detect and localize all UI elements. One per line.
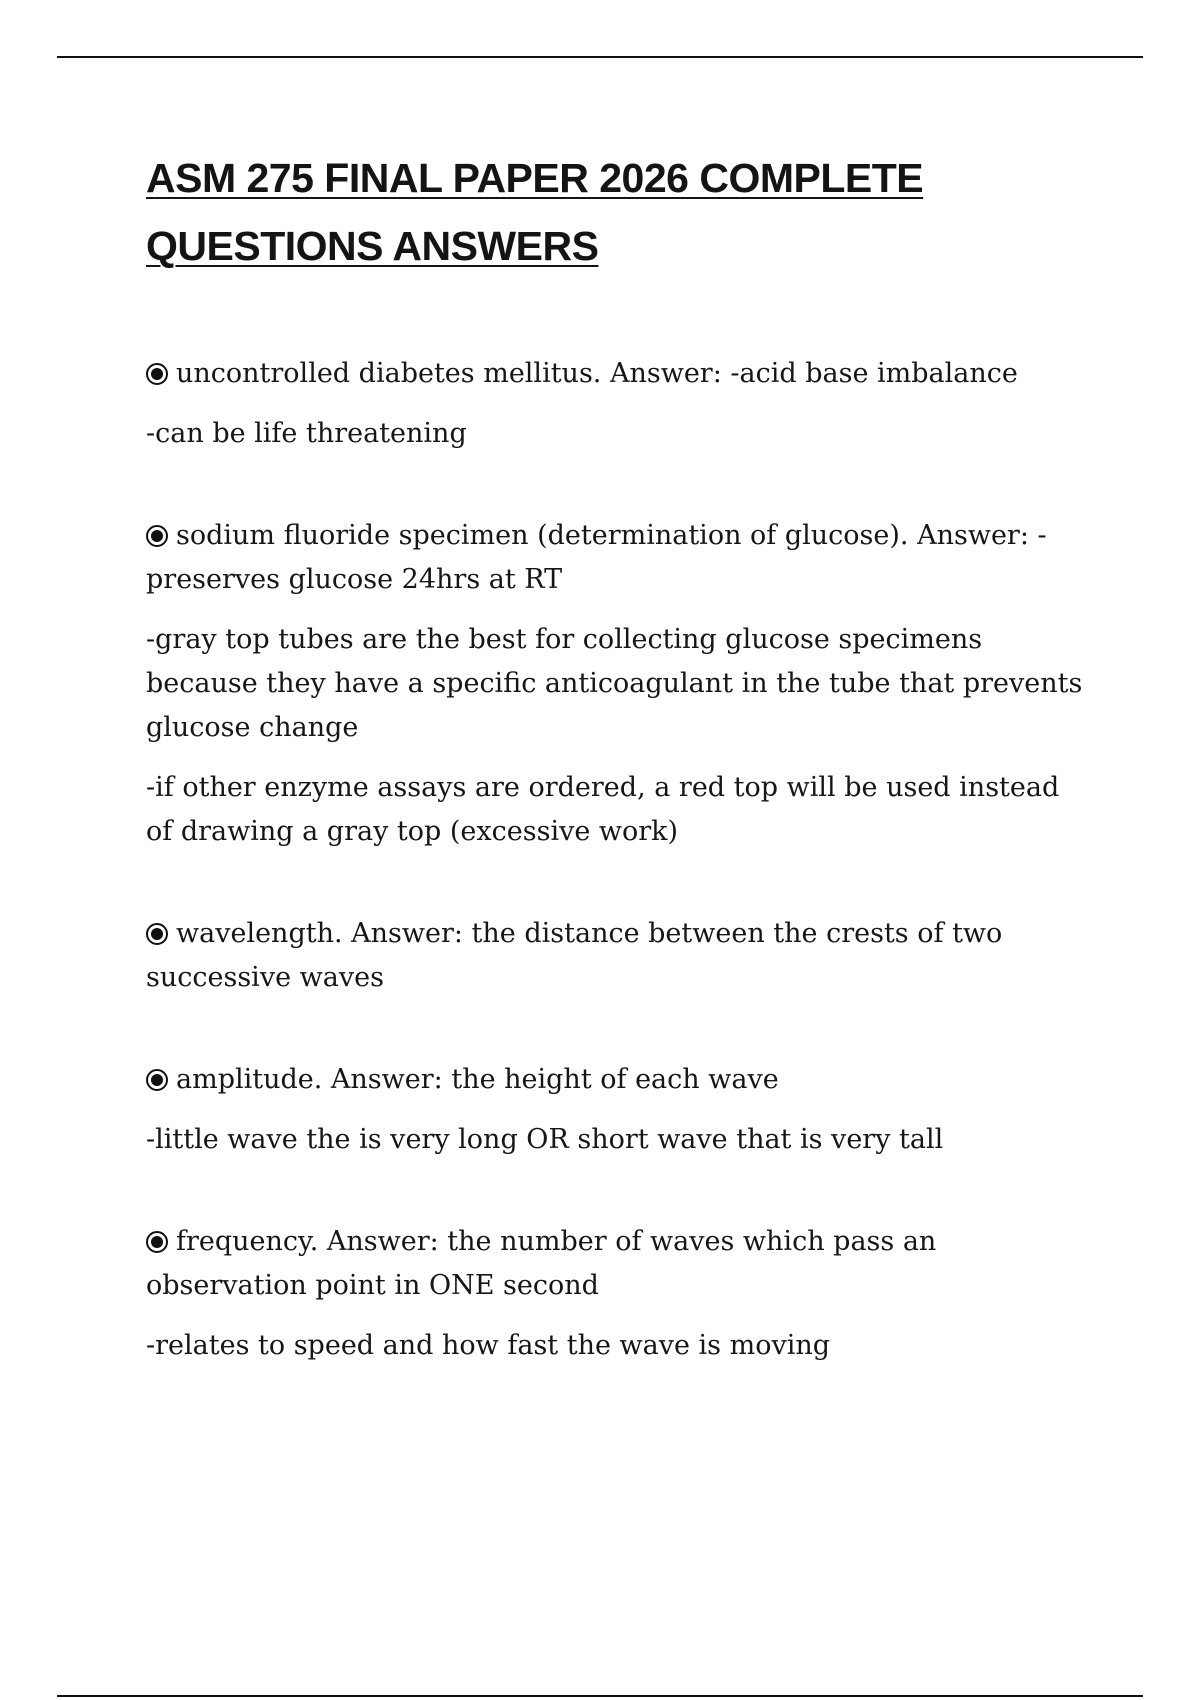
- qa-item: [146, 912, 1086, 1000]
- radio-bullet-icon: [146, 1231, 168, 1253]
- top-rule: [57, 56, 1143, 58]
- question-line: [146, 912, 1086, 1000]
- note-line: -little wave the is very long OR short wave that is very tall: [146, 1124, 944, 1155]
- question-text: frequency. Answer: the number of waves which pass an observation point in ONE second: [146, 1226, 937, 1301]
- question-text: sodium fluoride specimen (determination of glucose). Answer: -preserves glucose 24hrs at RT: [146, 520, 1047, 595]
- question-line: [146, 514, 1086, 602]
- page-title: ASM 275 FINAL PAPER 2026 COMPLETE QUESTIONS ANSWERS: [146, 155, 924, 269]
- note-line: -if other enzyme assays are ordered, a red top will be used instead of drawing a gray top (excessive work): [146, 772, 1060, 847]
- radio-bullet-icon: [146, 1069, 168, 1091]
- qa-item: [146, 1058, 1086, 1162]
- question-line: [146, 1220, 1086, 1308]
- question-line: [146, 352, 1086, 396]
- qa-list: [146, 352, 1086, 1426]
- radio-bullet-icon: [146, 363, 168, 385]
- qa-item: [146, 1220, 1086, 1368]
- qa-item: [146, 514, 1086, 854]
- radio-bullet-icon: [146, 923, 168, 945]
- note-line: -gray top tubes are the best for collecting glucose specimens because they have a specific anticoagulant in the tube that prevents glucose change: [146, 624, 1083, 743]
- note-line: -relates to speed and how fast the wave is moving: [146, 1330, 831, 1361]
- question-text: amplitude. Answer: the height of each wave: [176, 1064, 779, 1095]
- question-line: [146, 1058, 1086, 1102]
- radio-bullet-icon: [146, 525, 168, 547]
- qa-item: [146, 352, 1086, 456]
- question-text: uncontrolled diabetes mellitus. Answer: -acid base imbalance: [176, 358, 1018, 389]
- note-line: -can be life threatening: [146, 418, 467, 449]
- bottom-rule: [57, 1695, 1143, 1697]
- question-text: wavelength. Answer: the distance between the crests of two successive waves: [146, 918, 1003, 993]
